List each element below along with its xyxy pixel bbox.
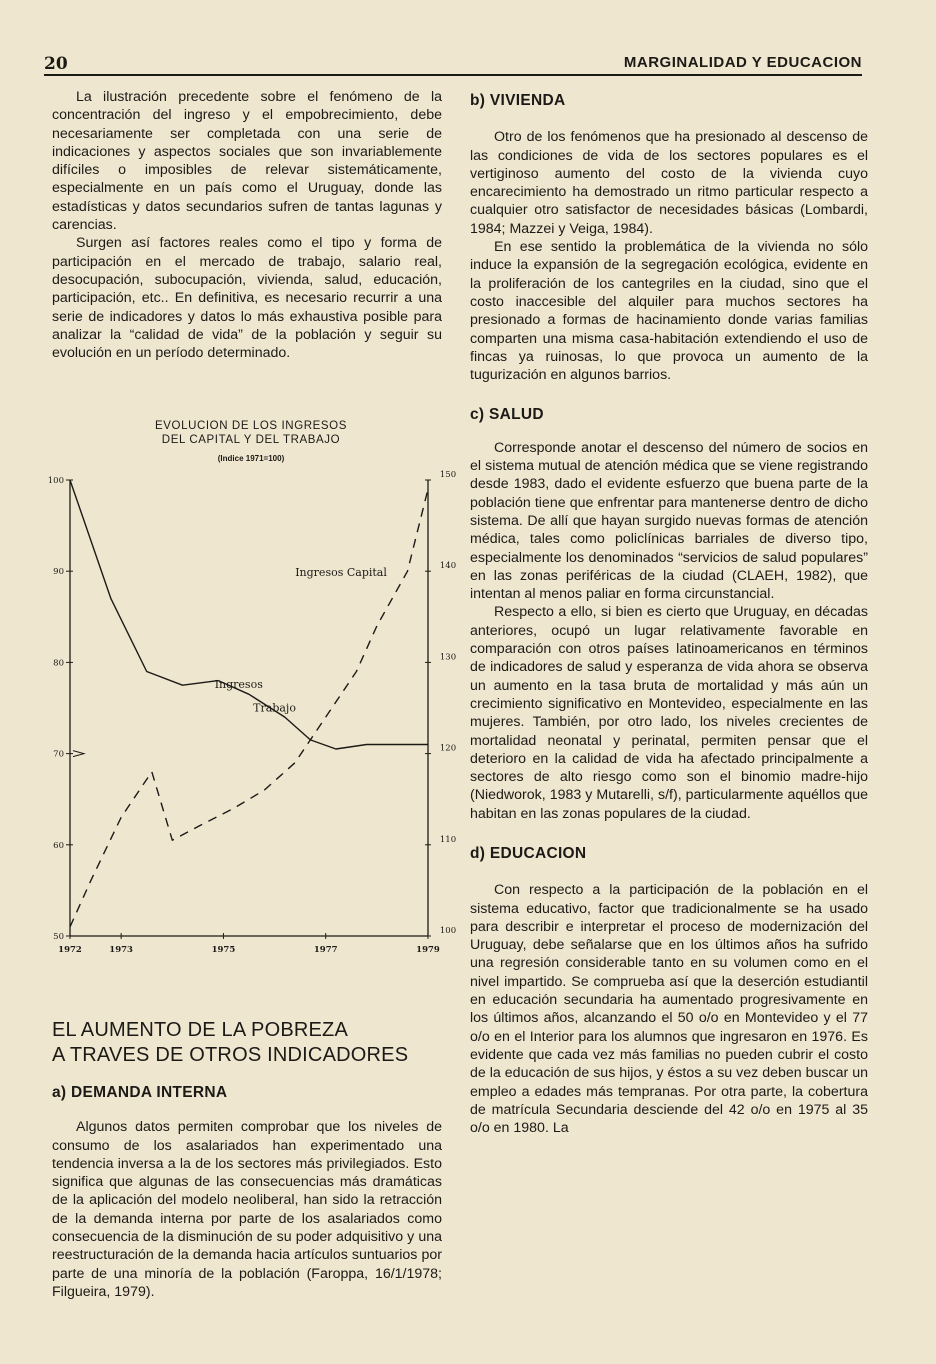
paragraph: Otro de los fenómenos que ha presionado al descenso de las condiciones de vida de los sectores populares es el vertiginoso aumento del costo de la vivienda cuyo encarecimiento ha demostrado un ritmo particular respecto a cualquier otro satisfactor de necesidades básicas (Lombardi, 1984; Mazzei y Veiga, 1984).: [470, 129, 868, 237]
left-column: [52, 88, 442, 362]
left-column-lower: [52, 1018, 442, 1301]
y-right-tick-label: 140: [439, 561, 457, 572]
series-label-ingresos: Ingresos: [214, 677, 263, 691]
series-label-trabajo: Trabajo: [253, 701, 296, 715]
y-left-tick-label: 90: [53, 567, 64, 578]
chart-title-line1: EVOLUCION DE LOS INGRESOS: [154, 420, 347, 432]
y-left-tick-label: 80: [53, 658, 64, 669]
x-tick-label: 1972: [58, 945, 82, 955]
header-rule: [44, 74, 862, 76]
y-left-tick-label: 50: [53, 932, 64, 942]
chart-subtitle: (Indice 1971=100): [217, 454, 285, 463]
y-left-tick-label: 100: [47, 476, 64, 486]
series-label-ingresos-capital: Ingresos Capital: [295, 565, 387, 579]
subsection-heading: d) EDUCACION: [470, 844, 587, 862]
y-right-tick-label: 110: [439, 834, 457, 845]
paragraph: Corresponde anotar el descenso del número de socios en el sistema mutual de atención médica que se viene registrando desde 1983, dado el evidente esfuerzo que buena parte de la población tiene que enfrentar para mantenerse dentro de dicho sistema. De allí que hayan surgido nuevas formas de atención médica, tales como policlínicas barriales de diverso tipo, especialmente los denominados “servicios de salud populares” en las zonas periféricas de la ciudad (CLAEH, 1982), que intentan al menos paliar en forma circunstancial.: [470, 439, 868, 603]
subsection-heading: a) DEMANDA INTERNA: [52, 1084, 228, 1101]
income-chart: [36, 418, 466, 958]
paragraph: La ilustración precedente sobre el fenómeno de la concentración del ingreso y el empobrecimiento, debe necesariamente ser completada con una serie de indicaciones y aspectos sociales que son invariablemente difíciles o imposibles de relevar sistemáticamente, especialmente en un país como el Uruguay, donde las estadísticas y datos secundarios sufren de tantas lagunas y carencias.: [52, 89, 442, 234]
running-title: MARGINALIDAD Y EDUCACION: [623, 54, 862, 71]
section-title: EL AUMENTO DE LA POBREZA: [52, 1019, 349, 1041]
y-right-tick-label: 100: [439, 926, 457, 936]
page-number: 20: [44, 54, 68, 74]
x-tick-label: 1973: [109, 945, 133, 955]
y-right-tick-label: 150: [439, 470, 457, 480]
section-title: A TRAVES DE OTROS INDICADORES: [52, 1044, 409, 1066]
paragraph: Respecto a ello, si bien es cierto que Uruguay, en décadas anteriores, ocupó un lugar relativamente favorable en comparación con otros países latinoamericanos en términos de indicadores de salud y esperanza de vida ahora se observa un aumento en la tasa bruta de mortalidad y más aún un crecimiento significativo en Montevideo, especialmente en las mujeres. También, por otro lado, los niveles crecientes de mortalidad neonatal y perinatal, permiten pensar que el deterioro en la calidad de vida ha afectado principalmente a sectores de alto riesgo como son el binomio madre-hijo (Niedworok, 1983 y Mutarelli, s/f), particularmente aquéllos que habitan en las zonas populares de la ciudad.: [470, 604, 868, 822]
y-right-tick-label: 130: [439, 652, 457, 663]
subsection-heading: c) SALUD: [470, 406, 544, 424]
paragraph: Surgen así factores reales como el tipo y forma de participación en el mercado de trabajo, salario real, desocupación, subocupación, vivienda, salud, educación, participación, etc.. En definitiva, es necesario recurrir a una serie de indicadores y datos lo más exhaustiva posible para analizar la “calidad de vida” de la población y seguir su evolución en un período determinado.: [52, 235, 442, 362]
right-column: [470, 88, 868, 1137]
arrow-marker: [73, 751, 84, 757]
paragraph: Algunos datos permiten comprobar que los niveles de consumo de los asalariados han experimentado una tendencia inversa a la de los sectores más privilegiados. Esto significa que algunas de las consecuencias más dramáticas de la aplicación del modelo neoliberal, han sido la retracción de la demanda interna por parte de los asalariados como consecuencia de la disminución de su poder adquisitivo y una reestructuración de la demanda hacia artículos suntuarios por parte de una minoría de la población (Faroppa, 16/1/1978; Filgueira, 1979).: [52, 1119, 442, 1300]
chart-title-line2: DEL CAPITAL Y DEL TRABAJO: [161, 434, 341, 446]
y-left-tick-label: 60: [53, 840, 64, 851]
y-right-tick-label: 120: [439, 743, 457, 754]
x-tick-label: 1979: [416, 945, 440, 955]
chart-svg: [36, 418, 466, 958]
subsection-heading: b) VIVIENDA: [470, 92, 566, 109]
x-tick-label: 1977: [313, 945, 338, 955]
series-line-ingresos-trabajo: [70, 480, 428, 749]
paragraph: En ese sentido la problemática de la vivienda no sólo induce la expansión de la segregación ecológica, evidente en la proliferación de los cantegriles en la ciudad, sino que el costo inaccesible del alquiler para muchos sectores ha presionado a formas de hacinamiento donde varias familias comparten una misma casa-habitación extendiendo el uso de fincas ya ruinosas, lo que provoca un aumento de la tugurización en algunos barrios.: [470, 239, 868, 384]
paragraph: Con respecto a la participación de la población en el sistema educativo, factor que tradicionalmente se ha usado para describir e interpretar el proceso de modernización del Uruguay, debe señalarse que en los últimos años ha sufrido una regresión considerable tanto en su volumen como en el nivel impartido. Se comprueba así que la deserción estudiantil en educación secundaria ha aumentado progresivamente en los últimos años, alcanzando el 50 o/o en Montevideo y el 77 o/o en el Interior para los alumnos que ingresaron en 1976. Es evidente que cada vez más familias no pueden cubrir el costo de la educación de sus hijos, y éstos a su vez deben buscar un empleo a edades más tempranas. Por otra parte, la cobertura de matrícula Secundaria desciende del 42 o/o en 1975 al 35 o/o en 1980. La: [470, 882, 868, 1137]
x-tick-label: 1975: [211, 945, 236, 955]
y-left-tick-label: 70: [53, 749, 64, 760]
series-line-ingresos-capital: [70, 489, 428, 927]
